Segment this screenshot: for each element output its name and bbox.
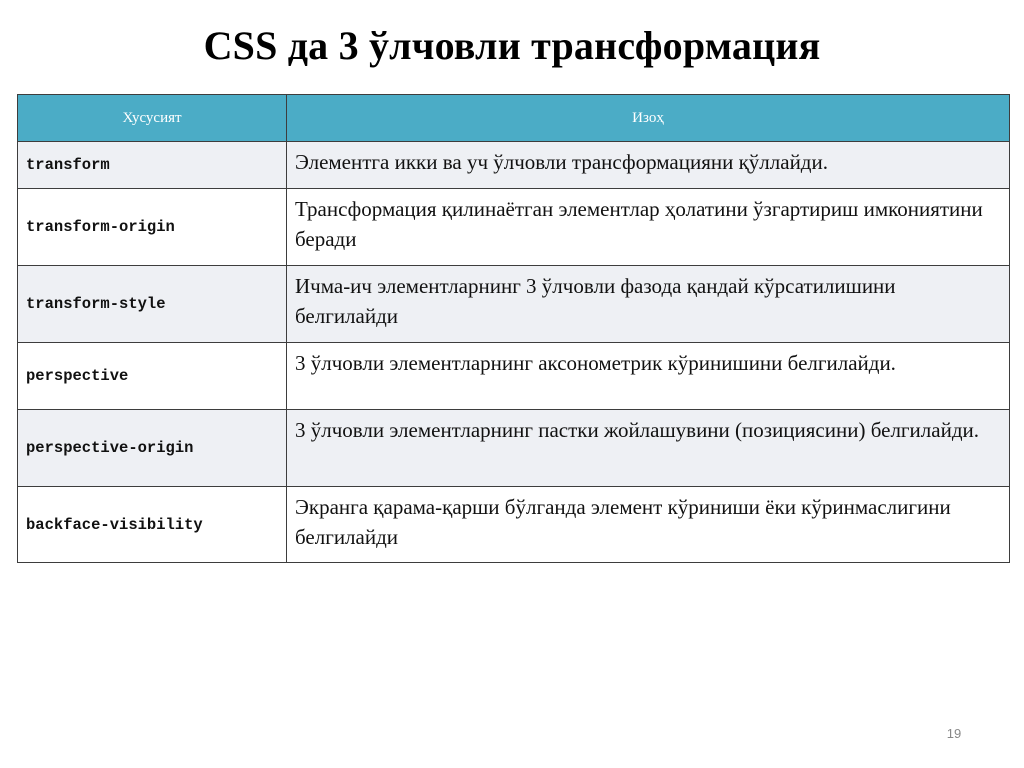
table-row	[18, 189, 1010, 266]
property-cell: backface-visibility	[18, 487, 287, 563]
table-row	[18, 343, 1010, 410]
table-row	[18, 410, 1010, 487]
description-cell: Ичма-ич элементларнинг 3 ўлчовли фазода қандай кўрсатилишини белгилайди	[287, 266, 1010, 343]
description-cell: 3 ўлчовли элементларнинг аксонометрик кўринишини белгилайди.	[287, 343, 1010, 410]
header-property: Хусусият	[18, 95, 287, 142]
property-cell: transform-style	[18, 266, 287, 343]
slide-title: CSS да 3 ўлчовли трансформация	[203, 23, 821, 68]
css-3d-properties-table	[17, 94, 1010, 563]
property-cell: perspective-origin	[18, 410, 287, 487]
table-header-row	[18, 95, 1010, 142]
table-row	[18, 266, 1010, 343]
description-cell: Трансформация қилинаётган элементлар ҳолатини ўзгартириш имкониятини беради	[287, 189, 1010, 266]
page-number: 19	[946, 726, 962, 741]
description-cell: Экранга қарама-қарши бўлганда элемент кўриниши ёки кўринмаслигини белгилайди	[287, 487, 1010, 563]
table-row	[18, 487, 1010, 563]
property-cell: transform-origin	[18, 189, 287, 266]
description-cell: Элементга икки ва уч ўлчовли трансформацияни қўллайди.	[287, 142, 1010, 189]
property-cell: transform	[18, 142, 287, 189]
header-description: Изоҳ	[287, 95, 1010, 142]
description-cell: 3 ўлчовли элементларнинг пастки жойлашувини (позициясини) белгилайди.	[287, 410, 1010, 487]
property-cell: perspective	[18, 343, 287, 410]
table-row	[18, 142, 1010, 189]
